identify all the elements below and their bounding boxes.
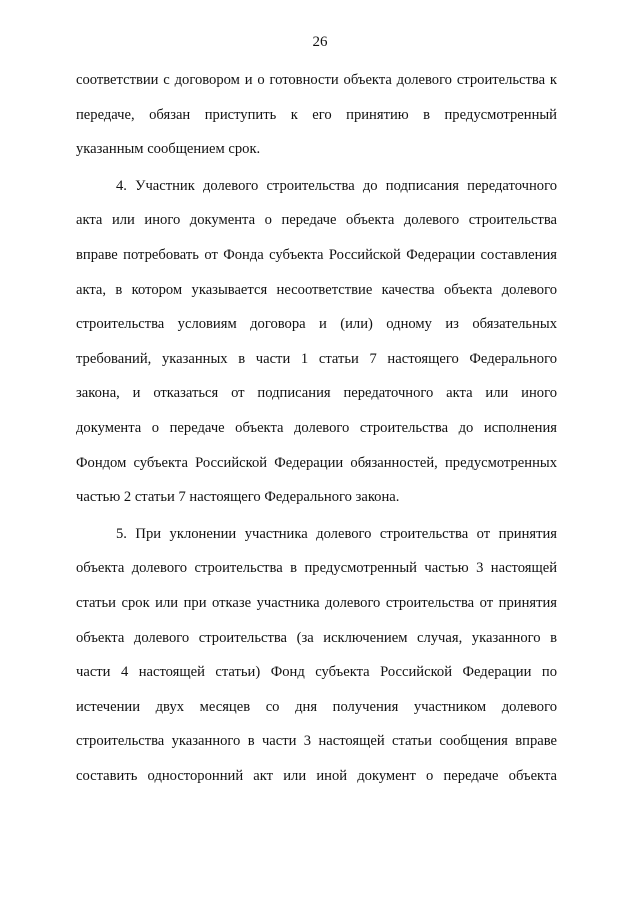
text-line: соответствии с договором и о готовности объекта долевого строительства к (76, 72, 557, 88)
text-line: строительства указанного в части 3 настоящей статьи сообщения вправе (76, 733, 557, 750)
text-line: объекта долевого строительства в предусмотренный частью 3 настоящей (76, 560, 557, 577)
page-number: 26 (312, 34, 328, 50)
text-line: акта, в котором указывается несоответствие качества объекта долевого (76, 281, 557, 298)
text-line: указанным сообщением срок. (76, 141, 261, 158)
text-line: Фондом субъекта Российской Федерации обязанностей, предусмотренных (76, 454, 557, 471)
body-text (76, 63, 557, 793)
text-line: передаче, обязан приступить к его принятию в предусмотренный (76, 106, 557, 123)
text-line: 5. При уклонении участника долевого строительства от принятия (116, 525, 557, 542)
text-line: документа о передаче объекта долевого строительства до исполнения (76, 419, 557, 436)
paragraph-4 (76, 169, 557, 515)
text-line: истечении двух месяцев со дня получения участником долевого (76, 698, 557, 715)
text-line: требований, указанных в части 1 статьи 7 настоящего Федерального (76, 350, 557, 367)
text-line: 4. Участник долевого строительства до подписания передаточного (116, 177, 557, 194)
text-line: строительства условиям договора и (или) одному из обязательных (76, 316, 557, 333)
text-line: составить односторонний акт или иной документ о передаче объекта (76, 767, 557, 784)
paragraph-5 (76, 517, 557, 794)
text-line: объекта долевого строительства (за исключением случая, указанного в (76, 629, 557, 646)
text-line: части 4 настоящей статьи) Фонд субъекта Российской Федерации по (76, 664, 557, 681)
text-line: вправе потребовать от Фонда субъекта Российской Федерации составления (76, 246, 557, 263)
text-line: частью 2 статьи 7 настоящего Федерального закона. (76, 489, 400, 506)
text-line: закона, и отказаться от подписания передаточного акта или иного (76, 385, 557, 402)
text-line: статьи срок или при отказе участника долевого строительства от принятия (76, 594, 557, 611)
paragraph-continuation (76, 63, 557, 167)
text-line: акта или иного документа о передаче объекта долевого строительства (76, 212, 557, 229)
